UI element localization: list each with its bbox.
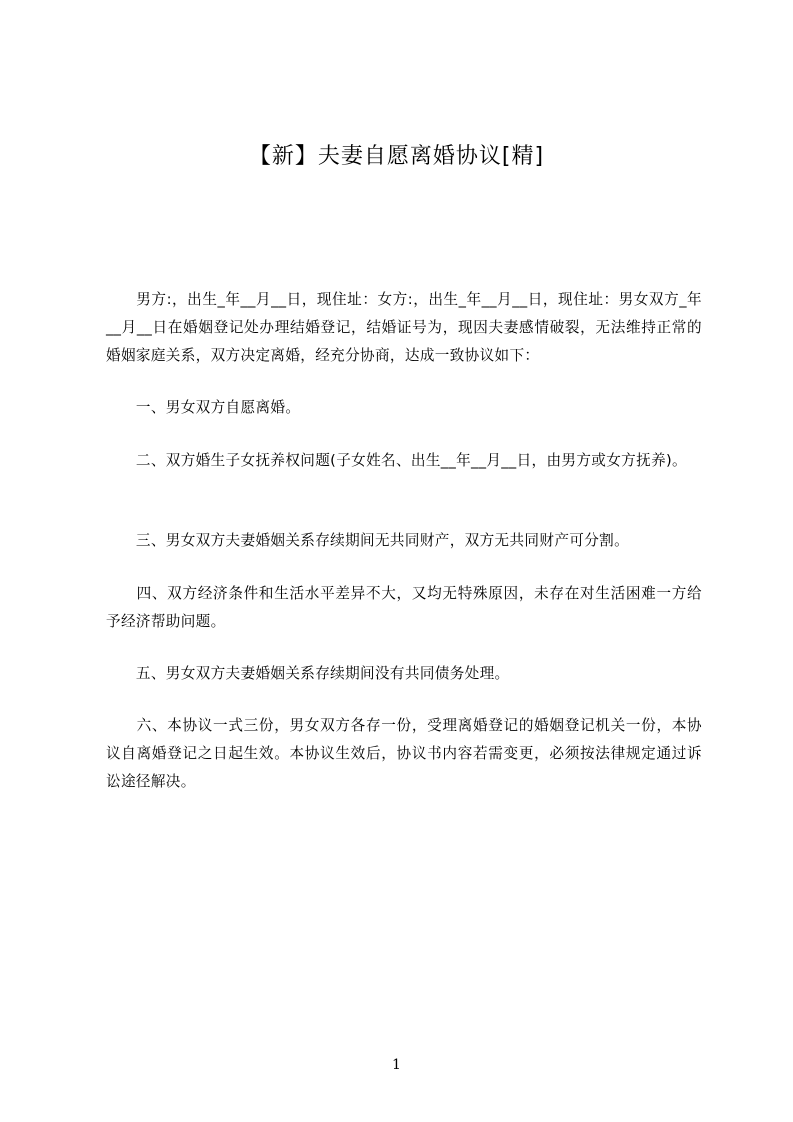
clause-6-paragraph: 六、本协议一式三份，男女双方各存一份，受理离婚登记的婚姻登记机关一份，本协议自离婚登记之日起生效。本协议生效后，协议书内容若需变更，必须按法律规定通过诉讼途径解决。 [106, 717, 702, 790]
clause-2-paragraph: 二、双方婚生子女抚养权问题(子女姓名、出生__年__月__日，由男方或女方抚养)。 [106, 452, 688, 469]
clause-4-paragraph: 四、双方经济条件和生活水平差异不大，又均无特殊原因，未存在对生活困难一方给予经济帮助问题。 [106, 585, 702, 630]
clause-1-paragraph: 一、男女双方自愿离婚。 [106, 399, 301, 416]
clause-5-paragraph: 五、男女双方夫妻婚姻关系存续期间没有共同债务处理。 [106, 665, 510, 682]
page-number: 1 [392, 1057, 401, 1073]
document-title: 【新】夫妻自愿离婚协议[精] [248, 144, 545, 169]
intro-paragraph: 男方:，出生_年__月__日，现住址：女方:，出生_年__月__日，现住址：男女双方_年__月__日在婚姻登记处办理结婚登记，结婚证号为，现因夫妻感情破裂，无法维持正常的婚姻家庭关系，双方决定离婚，经充分协商，达成一致协议如下： [106, 291, 702, 364]
clause-3-paragraph: 三、男女双方夫妻婚姻关系存续期间无共同财产，双方无共同财产可分割。 [106, 532, 630, 549]
